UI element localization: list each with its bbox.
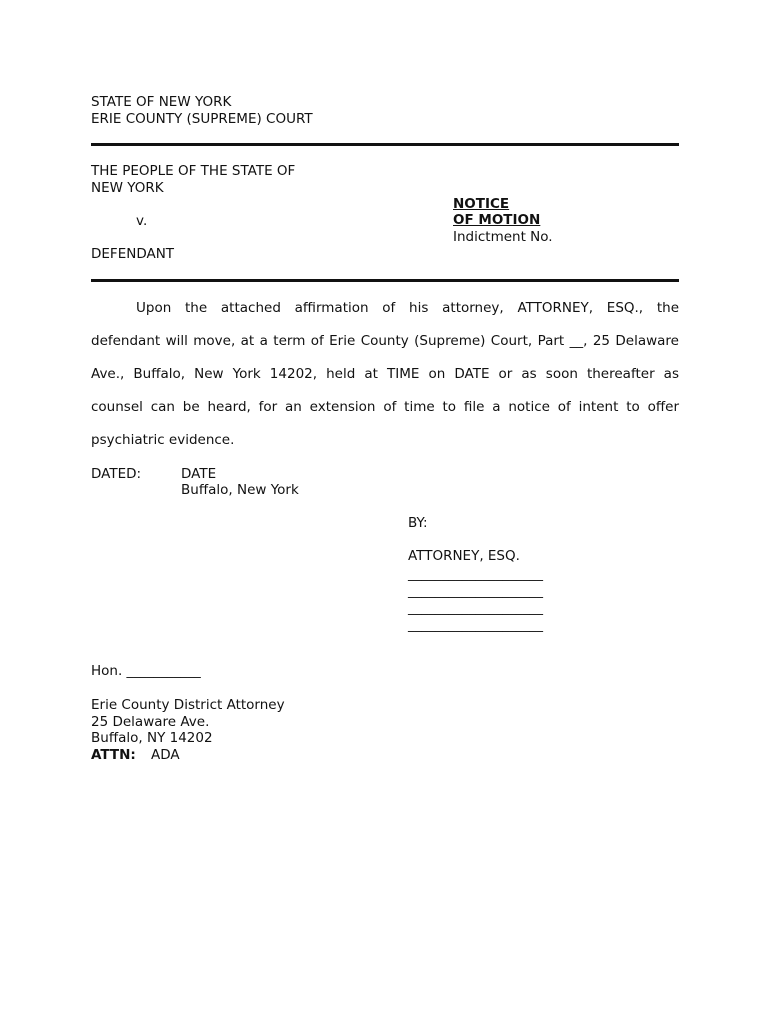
body-line-2: defendant will move, at a term of Erie County (Supreme) Court, Part __, 25 Delaware — [91, 333, 679, 349]
signature-attorney: ATTORNEY, ESQ. — [408, 548, 520, 564]
caption-divider — [91, 279, 679, 282]
notice-title-line-1: NOTICE — [453, 196, 510, 212]
signature-blank-line: ____________________ — [408, 600, 543, 616]
court-state: STATE OF NEW YORK — [91, 94, 232, 110]
court-name: ERIE COUNTY (SUPREME) COURT — [91, 111, 313, 127]
signature-blank-line: ____________________ — [408, 583, 543, 599]
defendant-label: DEFENDANT — [91, 246, 175, 262]
dated-place: Buffalo, New York — [181, 482, 299, 498]
party-line-2: NEW YORK — [91, 180, 164, 196]
indictment-number: Indictment No. — [453, 229, 553, 245]
recipient-office: Erie County District Attorney — [91, 697, 285, 713]
signature-by: BY: — [408, 515, 428, 531]
attn-value: ADA — [151, 747, 180, 763]
body-line-5: psychiatric evidence. — [91, 432, 235, 448]
recipient-street: 25 Delaware Ave. — [91, 714, 210, 730]
signature-blank-line: ____________________ — [408, 566, 543, 582]
party-line-1: THE PEOPLE OF THE STATE OF — [91, 163, 296, 179]
body-line-1: Upon the attached affirmation of his attorney, ATTORNEY, ESQ., the — [136, 300, 679, 316]
dated-label: DATED: — [91, 466, 142, 482]
attn-label: ATTN: — [91, 747, 136, 763]
body-line-4: counsel can be heard, for an extension of time to file a notice of intent to offer — [91, 399, 679, 415]
recipient-hon: Hon. ___________ — [91, 663, 201, 679]
versus: v. — [136, 213, 148, 229]
notice-title-line-2: OF MOTION — [453, 212, 541, 228]
signature-blank-line: ____________________ — [408, 617, 543, 633]
body-line-3: Ave., Buffalo, New York 14202, held at TIME on DATE or as soon thereafter as — [91, 366, 679, 382]
dated-date: DATE — [181, 466, 217, 482]
top-divider — [91, 143, 679, 146]
recipient-city: Buffalo, NY 14202 — [91, 730, 213, 746]
